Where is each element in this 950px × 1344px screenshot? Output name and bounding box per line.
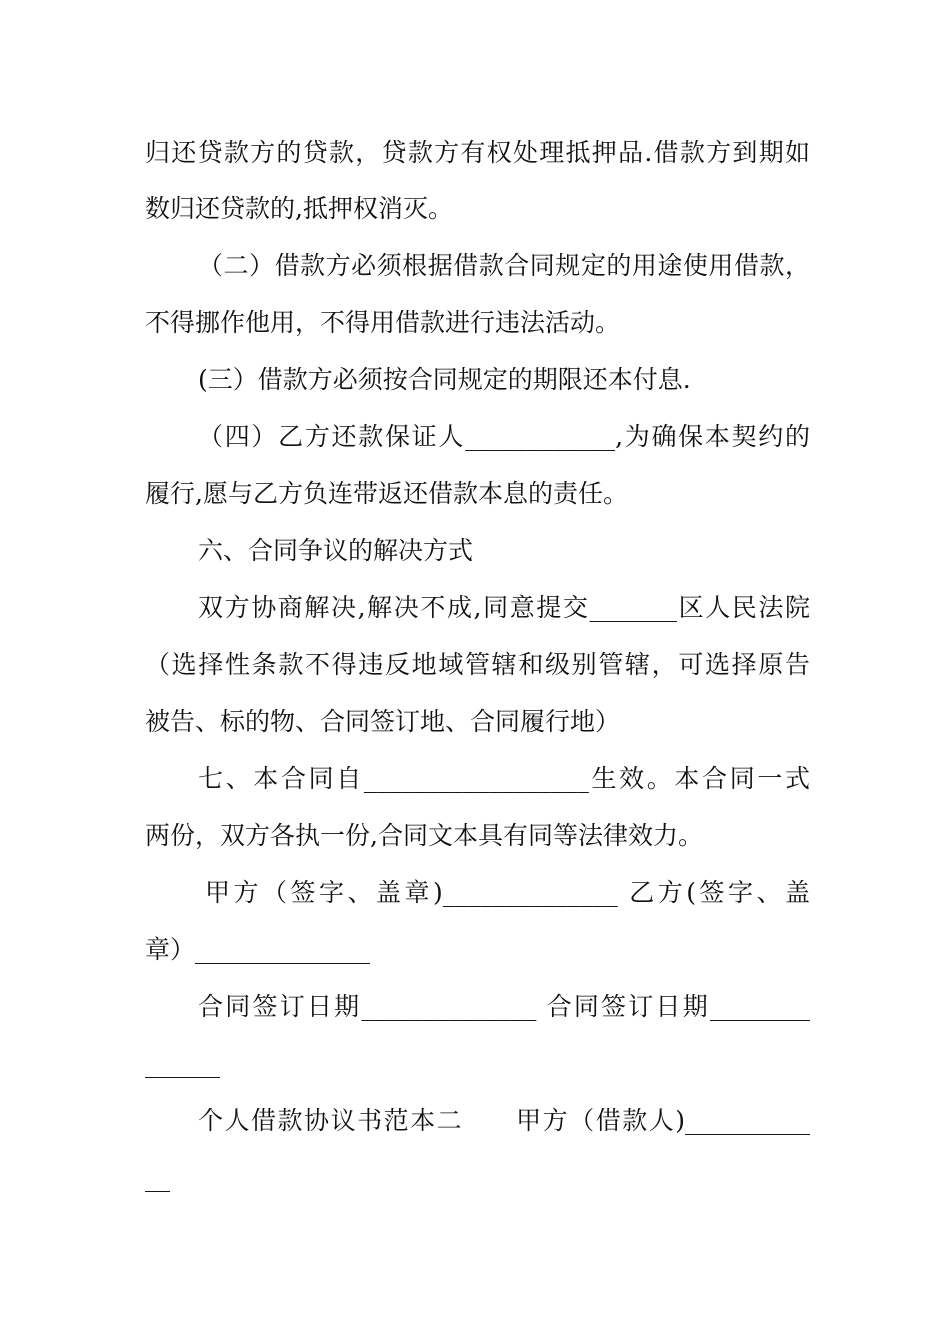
paragraph-line: 履行,愿与乙方负连带返还借款本息的责任。 [145,479,628,508]
section-heading: 六、合同争议的解决方式 [198,536,474,565]
signature-line: 章）______________ [145,935,371,964]
paragraph-line: 双方协商解决,解决不成,同意提交_______区人民法院 [198,593,810,622]
paragraph-line: (三）借款方必须按合同规定的期限还本付息. [198,365,691,394]
paragraph-line: （四）乙方还款保证人____________,为确保本契约的 [198,422,810,451]
paragraph-line: （二）借款方必须根据借款合同规定的用途使用借款， [198,251,810,280]
date-line: ______ [145,1049,220,1078]
paragraph-line: （选择性条款不得违反地域管辖和级别管辖，可选择原告 [145,650,810,679]
paragraph-line: 归还贷款方的贷款，贷款方有权处理抵押品.借款方到期如 [145,138,810,167]
date-line: 合同签订日期______________ 合同签订日期________ [198,992,810,1021]
paragraph-line: 七、本合同自__________________生效。本合同一式 [198,764,810,793]
paragraph-line: 数归还贷款的,抵押权消灭。 [145,194,453,223]
paragraph-line: 两份，双方各执一份,合同文本具有同等法律效力。 [145,821,703,850]
signature-line: 甲方（签字、盖章)______________ 乙方(签字、盖 [205,878,810,907]
paragraph-line: 不得挪作他用，不得用借款进行违法活动。 [145,308,621,337]
paragraph-line: __ [145,1163,170,1192]
paragraph-line: 个人借款协议书范本二 甲方（借款人)__________ [198,1106,810,1135]
paragraph-line: 被告、标的物、合同签订地、合同履行地） [145,707,621,736]
